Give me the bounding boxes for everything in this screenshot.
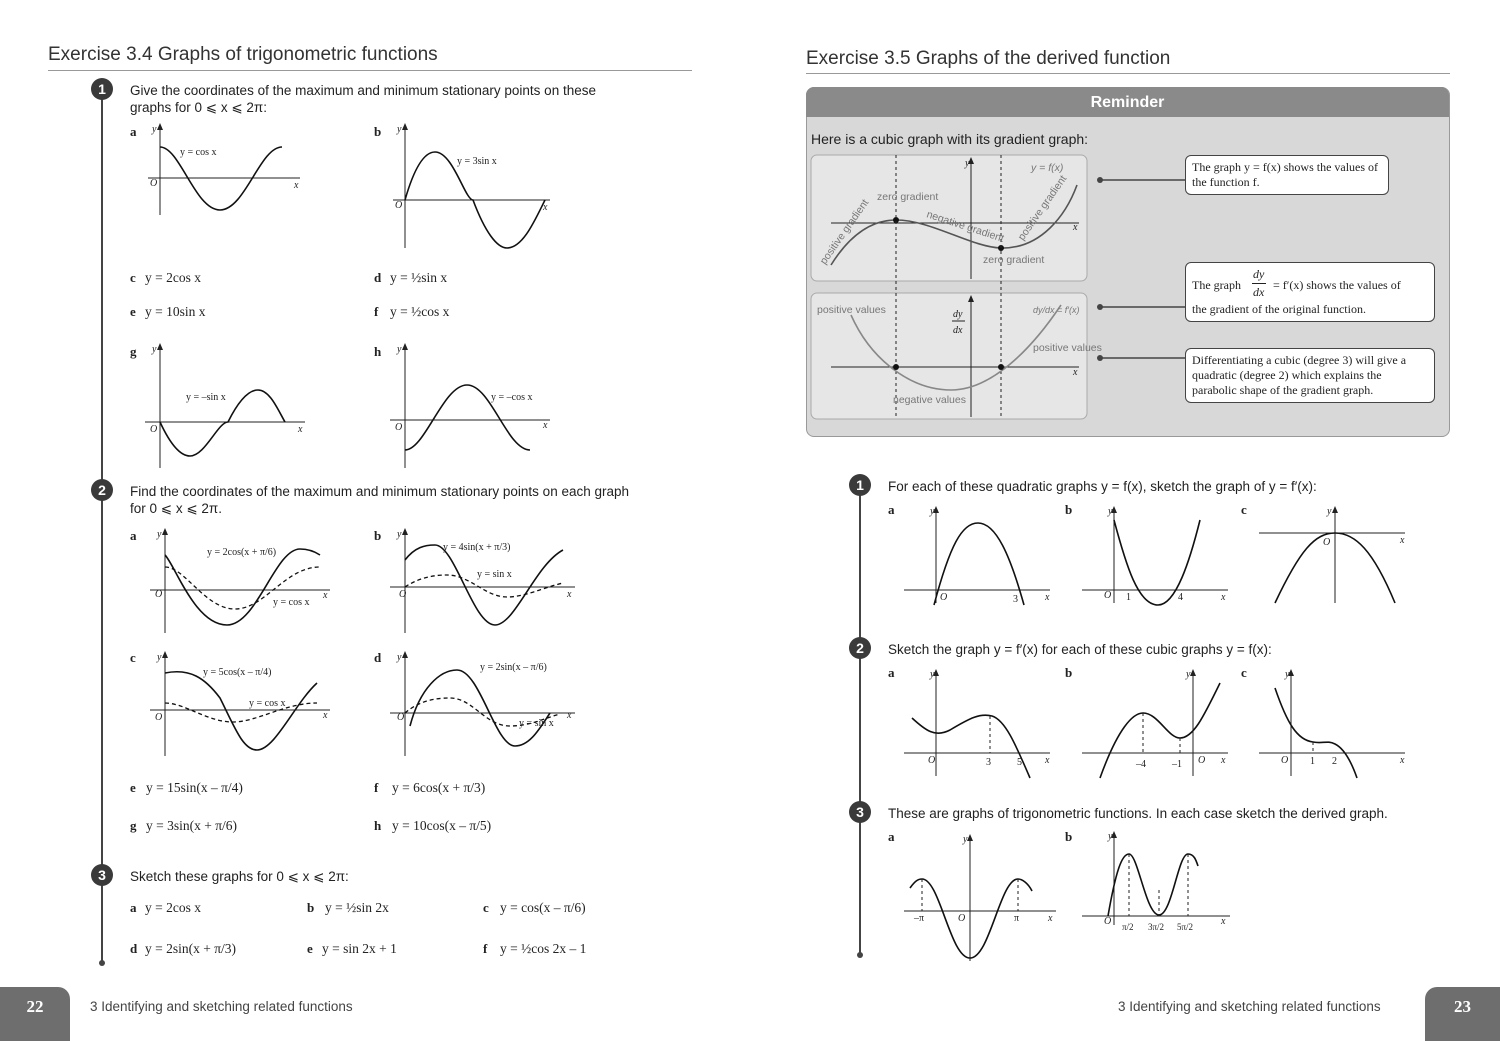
- q2a-dashed-label: y = cos x: [273, 597, 310, 608]
- q3e-label: e: [307, 941, 313, 956]
- svg-text:y: y: [1108, 506, 1113, 517]
- q2c-curve-label: y = 5cos(x – π/4): [203, 667, 272, 678]
- svg-text:y: y: [152, 124, 157, 135]
- right-q2b-graph: [1078, 668, 1233, 778]
- svg-text:y: y: [397, 344, 402, 355]
- right-q2a-tick-3: 3: [986, 757, 991, 768]
- right-question-number-2: 2: [849, 637, 871, 659]
- label-negative-values: negative values: [893, 394, 966, 406]
- q2b-label: b: [374, 528, 382, 543]
- callout-fx: The graph y = f(x) shows the values of the function f.: [1185, 155, 1389, 195]
- right-page-number: 23: [1425, 987, 1500, 1041]
- svg-text:O: O: [155, 712, 163, 723]
- right-q2c-label: c: [1241, 665, 1247, 680]
- right-question-number-1: 1: [849, 474, 871, 496]
- svg-text:O: O: [399, 589, 407, 600]
- rail-end-dot: [99, 960, 105, 966]
- q1a-curve-label: y = cos x: [180, 147, 217, 158]
- callout-derivative: [1185, 262, 1435, 322]
- q1-text-line2: graphs for 0 ⩽ x ⩽ 2π:: [130, 100, 267, 115]
- label-zero-gradient-2: zero gradient: [983, 254, 1045, 266]
- right-q2b-tick-neg1: –1: [1172, 759, 1182, 770]
- q2d-dashed-label: y = sin x: [519, 718, 554, 729]
- q2h-equation: y = 10cos(x – π/5): [392, 818, 492, 833]
- q1d-label: d: [374, 270, 382, 285]
- q1h-curve-label: y = –cos x: [491, 392, 533, 403]
- svg-text:x: x: [298, 424, 303, 435]
- svg-text:x: x: [543, 420, 548, 431]
- right-q3a-graph: [900, 833, 1060, 963]
- callout2-frac-bar: [1252, 283, 1266, 284]
- q2g-label: g: [130, 818, 137, 833]
- svg-text:x: x: [323, 590, 328, 601]
- svg-text:y: y: [397, 124, 402, 135]
- q1a-label: a: [130, 124, 137, 139]
- right-footer-text: 3 Identifying and sketching related functions: [1118, 999, 1381, 1014]
- q2a-curve-label: y = 2cos(x + π/6): [207, 547, 277, 558]
- svg-text:y: y: [1327, 506, 1332, 517]
- q2g-equation: y = 3sin(x + π/6): [146, 818, 238, 833]
- svg-text:y: y: [963, 834, 968, 845]
- svg-text:O: O: [940, 592, 948, 603]
- q1d-equation: y = ½sin x: [390, 270, 448, 285]
- q3c-equation: y = cos(x – π/6): [500, 900, 586, 915]
- right-q1c-label: c: [1241, 502, 1247, 517]
- svg-text:x: x: [1221, 916, 1226, 927]
- svg-text:O: O: [150, 424, 158, 435]
- svg-text:x: x: [323, 710, 328, 721]
- right-q2a-tick-5: 5: [1017, 757, 1022, 768]
- right-question-number-3: 3: [849, 801, 871, 823]
- right-q3a-tick-negpi: –π: [914, 913, 925, 924]
- svg-text:x: x: [1073, 222, 1078, 233]
- q1c-equation: y = 2cos x: [145, 270, 201, 285]
- right-q1b-label: b: [1065, 502, 1073, 517]
- q2c-label: c: [130, 650, 136, 665]
- svg-text:O: O: [395, 200, 403, 211]
- q1g-graph: [140, 340, 310, 470]
- svg-text:x: x: [1400, 535, 1405, 546]
- q2a-graph: [145, 525, 335, 635]
- right-q3b-graph: [1078, 830, 1238, 945]
- left-question-rail: [101, 95, 103, 962]
- label-positive-values-1: positive values: [817, 304, 886, 316]
- reminder-title: Reminder: [806, 87, 1449, 117]
- label-dx: dx: [953, 325, 963, 336]
- svg-text:O: O: [150, 178, 158, 189]
- q1c-label: c: [130, 270, 136, 285]
- q1h-label: h: [374, 344, 382, 359]
- svg-text:x: x: [1045, 755, 1050, 766]
- left-heading-rule: [48, 70, 692, 71]
- svg-text:x: x: [1221, 755, 1226, 766]
- q1f-label: f: [374, 304, 379, 319]
- svg-text:y: y: [1285, 669, 1290, 680]
- q1e-label: e: [130, 304, 136, 319]
- q2d-curve-label: y = 2sin(x – π/6): [480, 662, 547, 673]
- right-q2-text: Sketch the graph y = f′(x) for each of these cubic graphs y = f(x):: [888, 642, 1272, 657]
- callout-cubic: Differentiating a cubic (degree 3) will give a quadratic (degree 2) which explains the parabolic shape of the gradient graph.: [1185, 348, 1435, 403]
- right-q2b-tick-neg4: –4: [1136, 759, 1146, 770]
- right-q2a-graph: [900, 668, 1055, 778]
- q2e-label: e: [130, 780, 136, 795]
- q2f-equation: y = 6cos(x + π/3): [392, 780, 486, 795]
- label-positive-gradient-2: positive gradient: [1015, 173, 1070, 243]
- svg-text:O: O: [1104, 916, 1112, 927]
- svg-text:O: O: [1323, 537, 1331, 548]
- left-heading: Exercise 3.4 Graphs of trigonometric functions: [48, 44, 438, 65]
- right-heading: Exercise 3.5 Graphs of the derived function: [806, 48, 1171, 69]
- q2d-label: d: [374, 650, 382, 665]
- right-question-rail: [859, 485, 861, 955]
- q1b-curve-label: y = 3sin x: [457, 156, 497, 167]
- q3f-label: f: [483, 941, 488, 956]
- right-q3a-label: a: [888, 829, 895, 844]
- question-number-3: 3: [91, 864, 113, 886]
- q2-text-line2: for 0 ⩽ x ⩽ 2π.: [130, 501, 222, 516]
- left-footer-text: 3 Identifying and sketching related functions: [90, 999, 353, 1014]
- svg-text:O: O: [1198, 755, 1206, 766]
- svg-text:O: O: [958, 913, 966, 924]
- q3a-equation: y = 2cos x: [145, 900, 201, 915]
- right-rail-end-dot: [857, 952, 863, 958]
- svg-text:y: y: [1108, 831, 1113, 842]
- q3c-label: c: [483, 900, 489, 915]
- right-q1a-label: a: [888, 502, 895, 517]
- callout2-post: the gradient of the original function.: [1192, 302, 1366, 316]
- right-q2c-tick-2: 2: [1332, 756, 1337, 767]
- q3b-label: b: [307, 900, 315, 915]
- right-q3b-tick-pi2: π/2: [1122, 922, 1134, 932]
- svg-text:y: y: [1186, 669, 1191, 680]
- svg-text:x: x: [1073, 367, 1078, 378]
- label-zero-gradient-1: zero gradient: [877, 191, 939, 203]
- q3e-equation: y = sin 2x + 1: [322, 941, 397, 956]
- q2b-dashed-label: y = sin x: [477, 569, 512, 580]
- svg-text:y: y: [397, 652, 402, 663]
- q1g-label: g: [130, 344, 137, 359]
- svg-text:x: x: [294, 180, 299, 191]
- right-q3b-tick-5pi2: 5π/2: [1177, 922, 1194, 932]
- svg-text:y: y: [930, 506, 935, 517]
- callout2-dy: dy: [1253, 267, 1265, 281]
- q3a-label: a: [130, 900, 137, 915]
- callout2-pre: The graph: [1192, 278, 1241, 292]
- q1-text-line1: Give the coordinates of the maximum and minimum stationary points on these: [130, 83, 596, 98]
- right-q3a-tick-pi: π: [1014, 913, 1020, 924]
- q1b-graph: [385, 120, 555, 250]
- svg-text:O: O: [395, 422, 403, 433]
- reminder-intro: Here is a cubic graph with its gradient graph:: [811, 131, 1089, 147]
- reminder-cubic-graph: [811, 155, 1102, 423]
- svg-text:x: x: [543, 202, 548, 213]
- question-number-2: 2: [91, 479, 113, 501]
- svg-text:O: O: [928, 755, 936, 766]
- q2d-graph: [385, 648, 580, 758]
- svg-text:x: x: [567, 589, 572, 600]
- label-dydx: dy/dx = f′(x): [1033, 305, 1080, 315]
- q3f-equation: y = ½cos 2x – 1: [500, 941, 587, 956]
- svg-text:x: x: [1048, 913, 1053, 924]
- right-q2b-label: b: [1065, 665, 1073, 680]
- callout-connectors: [1090, 170, 1190, 370]
- q1a-graph: [140, 120, 310, 220]
- q1e-equation: y = 10sin x: [145, 304, 206, 319]
- label-negative-gradient: negative gradient: [925, 208, 1006, 245]
- right-heading-rule: [806, 73, 1450, 74]
- q3b-equation: y = ½sin 2x: [325, 900, 389, 915]
- svg-text:y: y: [152, 344, 157, 355]
- right-q1b-graph: [1078, 505, 1233, 605]
- svg-text:y: y: [965, 158, 970, 169]
- callout2-dx: dx: [1253, 285, 1265, 299]
- q2f-label: f: [374, 780, 379, 795]
- right-q2c-tick-1: 1: [1310, 756, 1315, 767]
- label-dy: dy: [953, 309, 963, 320]
- svg-text:O: O: [397, 712, 405, 723]
- callout2-mid: = f′(x) shows the values of: [1273, 278, 1401, 292]
- q3d-equation: y = 2sin(x + π/3): [145, 941, 237, 956]
- svg-text:y: y: [157, 529, 162, 540]
- svg-text:O: O: [1104, 590, 1112, 601]
- left-page-number: 22: [0, 987, 70, 1041]
- right-q3b-label: b: [1065, 829, 1073, 844]
- q2e-equation: y = 15sin(x – π/4): [146, 780, 243, 795]
- question-number-1: 1: [91, 78, 113, 100]
- q3-text: Sketch these graphs for 0 ⩽ x ⩽ 2π:: [130, 869, 349, 884]
- right-q2a-label: a: [888, 665, 895, 680]
- label-positive-values-2: positive values: [1033, 342, 1102, 354]
- right-q1b-tick-4: 4: [1178, 592, 1183, 603]
- svg-text:x: x: [567, 710, 572, 721]
- q2b-curve-label: y = 4sin(x + π/3): [443, 542, 511, 553]
- right-q1c-graph: [1255, 505, 1410, 605]
- q3d-label: d: [130, 941, 138, 956]
- svg-text:y: y: [157, 652, 162, 663]
- right-q3-text: These are graphs of trigonometric functions. In each case sketch the derived graph.: [888, 806, 1388, 821]
- label-fx: y = f(x): [1031, 162, 1064, 174]
- q1h-graph: [385, 340, 555, 470]
- svg-text:y: y: [930, 669, 935, 680]
- q2h-label: h: [374, 818, 382, 833]
- svg-text:y: y: [397, 529, 402, 540]
- label-positive-gradient-1: positive gradient: [817, 197, 872, 267]
- q1b-label: b: [374, 124, 382, 139]
- svg-text:x: x: [1400, 755, 1405, 766]
- right-q3b-tick-3pi2: 3π/2: [1148, 922, 1165, 932]
- right-q1-text: For each of these quadratic graphs y = f(x), sketch the graph of y = f′(x):: [888, 479, 1317, 494]
- q2c-graph: [145, 648, 335, 758]
- svg-text:x: x: [1221, 592, 1226, 603]
- q2c-dashed-label: y = cos x: [249, 698, 286, 709]
- right-q1b-tick-1: 1: [1126, 592, 1131, 603]
- right-q2c-graph: [1255, 668, 1410, 778]
- svg-text:O: O: [155, 589, 163, 600]
- svg-text:O: O: [1281, 755, 1289, 766]
- q2a-label: a: [130, 528, 137, 543]
- right-q1a-tick-3: 3: [1013, 594, 1018, 605]
- q2b-graph: [385, 525, 580, 635]
- q2-text-line1: Find the coordinates of the maximum and minimum stationary points on each graph: [130, 484, 630, 499]
- right-q1a-graph: [900, 505, 1055, 605]
- q1f-equation: y = ½cos x: [390, 304, 450, 319]
- svg-text:x: x: [1045, 592, 1050, 603]
- q1g-curve-label: y = –sin x: [186, 392, 226, 403]
